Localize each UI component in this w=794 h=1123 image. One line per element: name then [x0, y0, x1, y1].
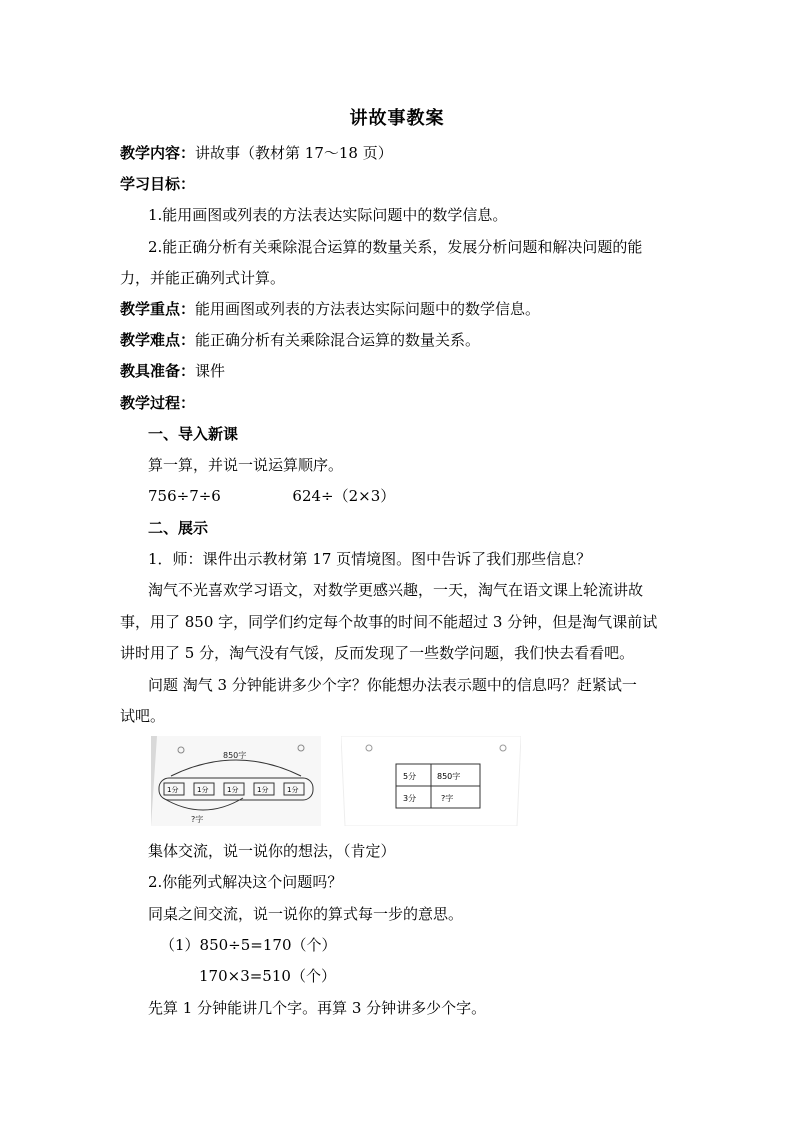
table-cell: 5分	[403, 772, 417, 781]
figure-1-top-label: 850字	[223, 751, 247, 760]
key-point-text: 能用画图或列表的方法表达实际问题中的数学信息。	[195, 300, 541, 318]
goal-item-1: 1.能用画图或列表的方法表达实际问题中的数学信息。	[148, 206, 508, 224]
after-p3: 同桌之间交流，说一说你的算式每一步的意思。	[148, 905, 464, 923]
segment-label: 1分	[197, 786, 209, 794]
story-line-2: 事，用了 850 字，同学们约定每个故事的时间不能超过 3 分钟，但是淘气课前试	[120, 613, 658, 631]
calc-line-1: （1）850÷5=170（个）	[160, 936, 337, 954]
expression-1: 756÷7÷6	[148, 487, 221, 505]
table-figure	[341, 736, 521, 826]
key-point	[120, 299, 540, 319]
teaching-tools	[120, 361, 225, 381]
difficulty	[120, 330, 480, 350]
segment-label: 1分	[287, 786, 299, 794]
after-p4: 先算 1 分钟能讲几个字。再算 3 分钟讲多少个字。	[148, 999, 487, 1017]
question-line-1: 问题 淘气 3 分钟能讲多少个字？你能想办法表示题中的信息吗？赶紧试一	[148, 676, 637, 694]
after-p2: 2.你能列式解决这个问题吗？	[148, 873, 343, 891]
teaching-process-label: 教学过程：	[120, 394, 196, 412]
section-1-heading: 一、导入新课	[148, 425, 239, 443]
difficulty-text: 能正确分析有关乘除混合运算的数量关系。	[195, 331, 481, 349]
line-diagram-figure	[151, 736, 321, 826]
difficulty-label: 教学难点：	[120, 331, 196, 349]
section-2-heading: 二、展示	[148, 519, 209, 537]
story-line-1: 淘气不光喜欢学习语文，对数学更感兴趣，一天，淘气在语文课上轮流讲故	[148, 581, 644, 599]
story-line-3: 讲时用了 5 分，淘气没有气馁，反而发现了一些数学问题，我们快去看看吧。	[120, 644, 635, 662]
question-line-2: 试吧。	[120, 707, 166, 725]
section-1-intro: 算一算，并说一说运算顺序。	[148, 456, 344, 474]
key-point-label: 教学重点：	[120, 300, 196, 318]
section-2-p1: 1．师：课件出示教材第 17 页情境图。图中告诉了我们那些信息？	[148, 550, 592, 568]
goal-item-2-line-2: 力，并能正确列式计算。	[120, 269, 286, 287]
calc-line-2: 170×3=510（个）	[199, 967, 336, 985]
teaching-tools-text: 课件	[195, 362, 226, 380]
section-1-expressions	[148, 486, 395, 506]
page-title: 讲故事教案	[349, 108, 445, 129]
segment-label: 1分	[257, 786, 269, 794]
teaching-content-text: 讲故事（教材第 17～18 页）	[195, 144, 393, 162]
teaching-content	[120, 143, 393, 163]
table-cell: 850字	[437, 772, 461, 781]
goal-item-2-line-1: 2.能正确分析有关乘除混合运算的数量关系，发展分析问题和解决问题的能	[148, 238, 643, 256]
segment-label: 1分	[227, 786, 239, 794]
after-p1: 集体交流，说一说你的想法，（肯定）	[148, 842, 396, 860]
segment-label: 1分	[167, 786, 179, 794]
table-cell: ?字	[441, 794, 454, 803]
teaching-content-label: 教学内容：	[120, 144, 196, 162]
learning-goals-label: 学习目标：	[120, 175, 196, 193]
expression-2: 624÷（2×3）	[292, 487, 396, 505]
figure-1-paper	[151, 736, 321, 826]
teaching-tools-label: 教具准备：	[120, 362, 196, 380]
figure-1-bottom-label: ?字	[191, 815, 204, 824]
table-cell: 3分	[403, 794, 417, 803]
